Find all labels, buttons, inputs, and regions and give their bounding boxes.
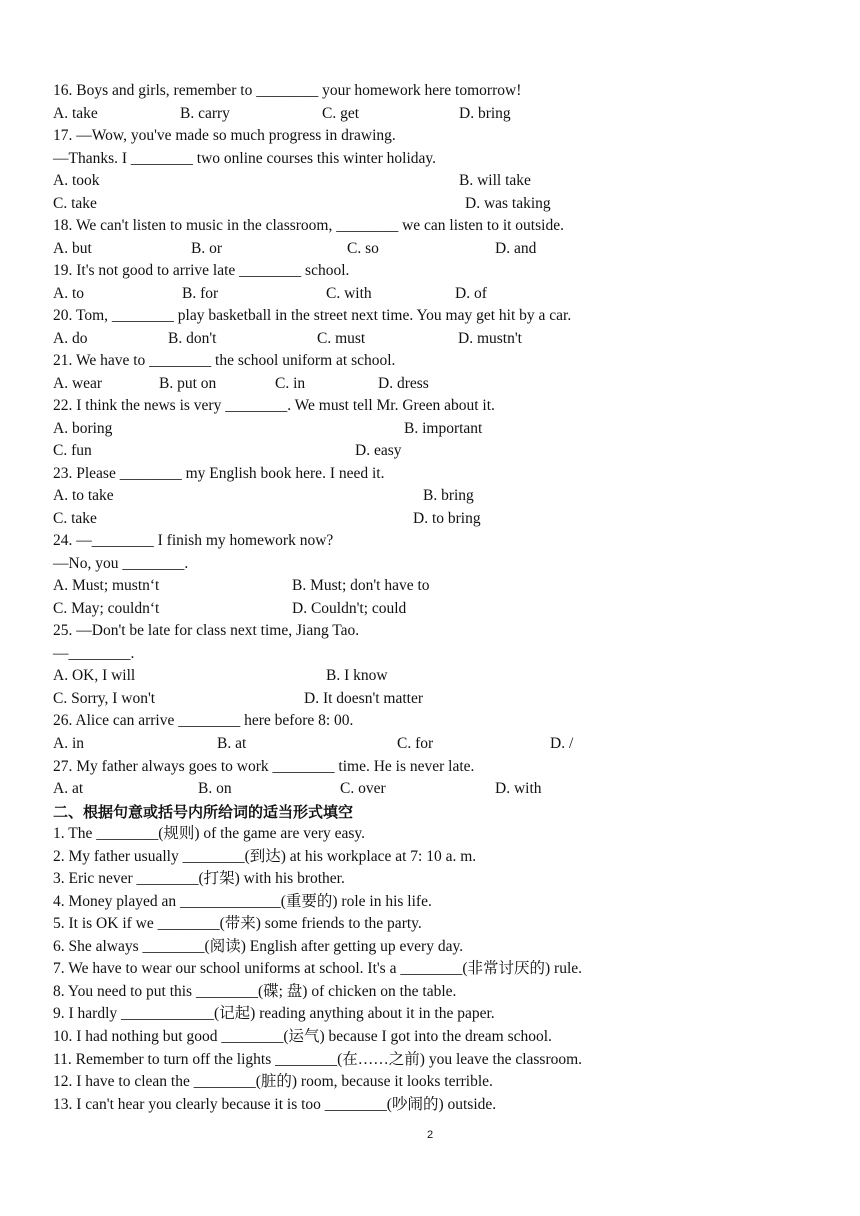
option-d: D. Couldn't; could <box>292 600 407 617</box>
option-b: B. for <box>182 285 219 302</box>
option-c: C. in <box>275 375 306 392</box>
question-23: 23. Please ________ my English book here. I need it. <box>53 465 385 482</box>
question-17: 17. —Wow, you've made so much progress in drawing. <box>53 127 396 144</box>
question-24-reply: —No, you ________. <box>53 555 189 572</box>
option-b: B. on <box>198 780 232 797</box>
option-d: D. was taking <box>465 195 551 212</box>
question-25: 25. —Don't be late for class next time, Jiang Tao. <box>53 622 360 639</box>
option-d: D. mustn't <box>458 330 522 347</box>
option-b: B. bring <box>423 487 474 504</box>
option-a: A. at <box>53 780 84 797</box>
option-a: A. to take <box>53 487 114 504</box>
option-a: A. boring <box>53 420 113 437</box>
option-a: A. take <box>53 105 98 122</box>
option-b: B. at <box>217 735 247 752</box>
page-number: 2 <box>426 1129 434 1141</box>
option-c: C. for <box>397 735 434 752</box>
option-c: C. May; couldn‘t <box>53 600 160 617</box>
option-d: D. / <box>550 735 574 752</box>
fill-item-7: 7. We have to wear our school uniforms at school. It's a ________(非常讨厌的) rule. <box>53 960 583 977</box>
question-19: 19. It's not good to arrive late ________ school. <box>53 262 350 279</box>
option-c: C. Sorry, I won't <box>53 690 156 707</box>
fill-item-8: 8. You need to put this ________(碟; 盘) of chicken on the table. <box>53 983 457 1000</box>
option-a: A. OK, I will <box>53 667 136 684</box>
option-b: B. I know <box>326 667 388 684</box>
option-d: D. with <box>495 780 542 797</box>
option-d: D. dress <box>378 375 429 392</box>
section-2-heading: 二、根据句意或括号内所给词的适当形式填空 <box>53 803 354 821</box>
question-25-reply: —________. <box>53 645 135 662</box>
option-d: D. bring <box>459 105 511 122</box>
fill-item-3: 3. Eric never ________(打架) with his brother. <box>53 870 345 887</box>
option-c: C. fun <box>53 442 92 459</box>
option-a: A. Must; mustn‘t <box>53 577 160 594</box>
option-a: A. but <box>53 240 92 257</box>
fill-item-4: 4. Money played an _____________(重要的) role in his life. <box>53 893 432 910</box>
option-d: D. and <box>495 240 537 257</box>
fill-item-13: 13. I can't hear you clearly because it is too ________(吵闹的) outside. <box>53 1096 497 1113</box>
option-c: C. over <box>340 780 386 797</box>
option-a: A. wear <box>53 375 103 392</box>
fill-item-6: 6. She always ________(阅读) English after getting up every day. <box>53 938 464 955</box>
question-24: 24. —________ I finish my homework now? <box>53 532 334 549</box>
fill-item-9: 9. I hardly ____________(记起) reading anything about it in the paper. <box>53 1005 495 1022</box>
fill-item-11: 11. Remember to turn off the lights ________(在……之前) you leave the classroom. <box>53 1051 583 1068</box>
question-27: 27. My father always goes to work ________ time. He is never late. <box>53 758 475 775</box>
option-b: B. or <box>191 240 222 257</box>
option-c: C. with <box>326 285 372 302</box>
fill-item-12: 12. I have to clean the ________(脏的) room, because it looks terrible. <box>53 1073 493 1090</box>
fill-item-2: 2. My father usually ________(到达) at his workplace at 7: 10 a. m. <box>53 848 477 865</box>
option-d: D. to bring <box>413 510 481 527</box>
option-b: B. Must; don't have to <box>292 577 430 594</box>
question-16: 16. Boys and girls, remember to ________ your homework here tomorrow! <box>53 82 522 99</box>
option-b: B. put on <box>159 375 217 392</box>
option-c: C. get <box>322 105 360 122</box>
option-b: B. carry <box>180 105 230 122</box>
option-a: A. in <box>53 735 84 752</box>
option-b: B. don't <box>168 330 217 347</box>
option-a: A. took <box>53 172 100 189</box>
question-18: 18. We can't listen to music in the classroom, ________ we can listen to it outside. <box>53 217 564 234</box>
option-d: D. It doesn't matter <box>304 690 424 707</box>
option-a: A. to <box>53 285 84 302</box>
option-d: D. of <box>455 285 487 302</box>
question-20: 20. Tom, ________ play basketball in the street next time. You may get hit by a car. <box>53 307 572 324</box>
option-c: C. take <box>53 195 97 212</box>
option-b: B. important <box>404 420 483 437</box>
question-26: 26. Alice can arrive ________ here before 8: 00. <box>53 712 354 729</box>
option-c: C. take <box>53 510 97 527</box>
question-21: 21. We have to ________ the school uniform at school. <box>53 352 396 369</box>
option-c: C. must <box>317 330 366 347</box>
question-17-reply: —Thanks. I ________ two online courses this winter holiday. <box>53 150 436 167</box>
option-c: C. so <box>347 240 379 257</box>
option-d: D. easy <box>355 442 402 459</box>
option-a: A. do <box>53 330 88 347</box>
fill-item-5: 5. It is OK if we ________(带来) some friends to the party. <box>53 915 422 932</box>
fill-item-1: 1. The ________(规则) of the game are very easy. <box>53 825 366 842</box>
question-22: 22. I think the news is very ________. We must tell Mr. Green about it. <box>53 397 495 414</box>
option-b: B. will take <box>459 172 531 189</box>
fill-item-10: 10. I had nothing but good ________(运气) because I got into the dream school. <box>53 1028 552 1045</box>
